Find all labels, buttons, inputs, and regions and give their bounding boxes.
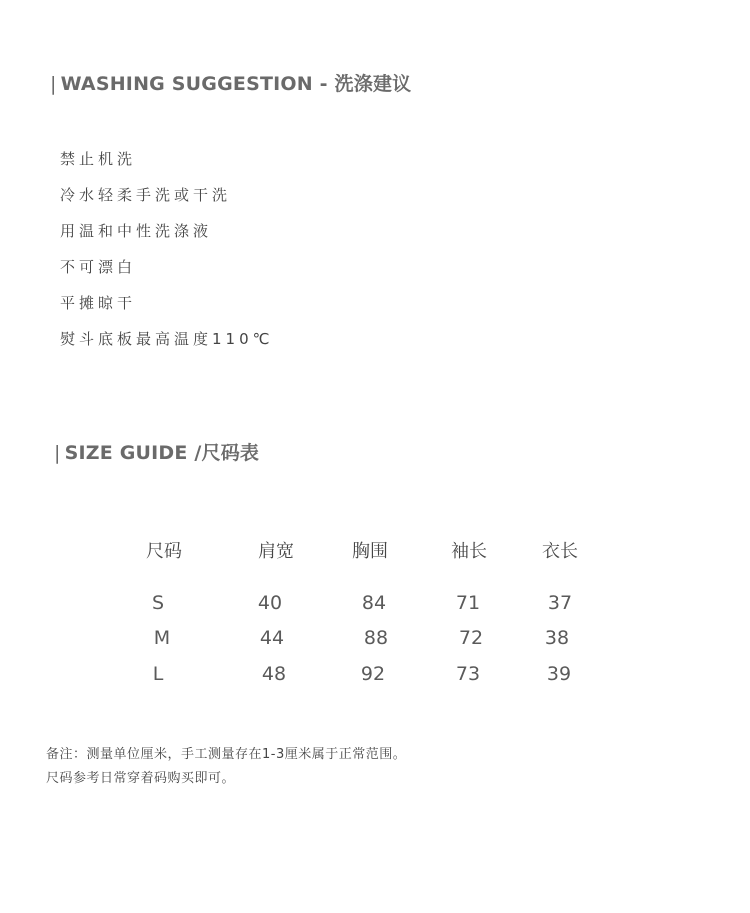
table-cell-size: S <box>151 592 165 614</box>
table-cell: 48 <box>261 663 287 685</box>
washing-item: 不可漂白 <box>60 258 137 276</box>
washing-item: 熨斗底板最高温度110℃ <box>60 330 274 348</box>
table-header-cell: 胸围 <box>352 541 388 562</box>
size-guide-title-text: SIZE GUIDE /尺码表 <box>64 442 260 464</box>
title-bar-mark: | <box>54 442 61 464</box>
table-cell: 73 <box>455 663 481 685</box>
table-cell: 40 <box>257 592 283 614</box>
table-header-cell: 衣长 <box>542 541 578 562</box>
table-cell: 39 <box>546 663 572 685</box>
table-cell-size: M <box>153 627 171 649</box>
table-cell: 72 <box>458 627 484 649</box>
table-header-cell: 肩宽 <box>258 541 294 562</box>
table-cell: 38 <box>544 627 570 649</box>
table-cell: 84 <box>361 592 387 614</box>
table-header-cell: 袖长 <box>451 541 487 562</box>
table-cell-size: L <box>152 663 164 685</box>
table-cell: 37 <box>547 592 573 614</box>
table-cell: 44 <box>259 627 285 649</box>
table-cell: 92 <box>360 663 386 685</box>
washing-item: 用温和中性洗涤液 <box>60 222 213 240</box>
measurement-note: 备注：测量单位厘米，手工测量存在1-3厘米属于正常范围。 <box>46 747 407 762</box>
title-bar-mark: | <box>50 73 57 95</box>
size-reference-note: 尺码参考日常穿着码购买即可。 <box>46 771 236 786</box>
table-cell: 88 <box>363 627 389 649</box>
washing-title-text: WASHING SUGGESTION - 洗涤建议 <box>60 73 412 95</box>
washing-item: 冷水轻柔手洗或干洗 <box>60 186 232 204</box>
washing-item: 禁止机洗 <box>60 150 137 168</box>
table-cell: 71 <box>455 592 481 614</box>
washing-item: 平摊晾干 <box>60 294 137 312</box>
table-header-cell: 尺码 <box>146 541 182 562</box>
